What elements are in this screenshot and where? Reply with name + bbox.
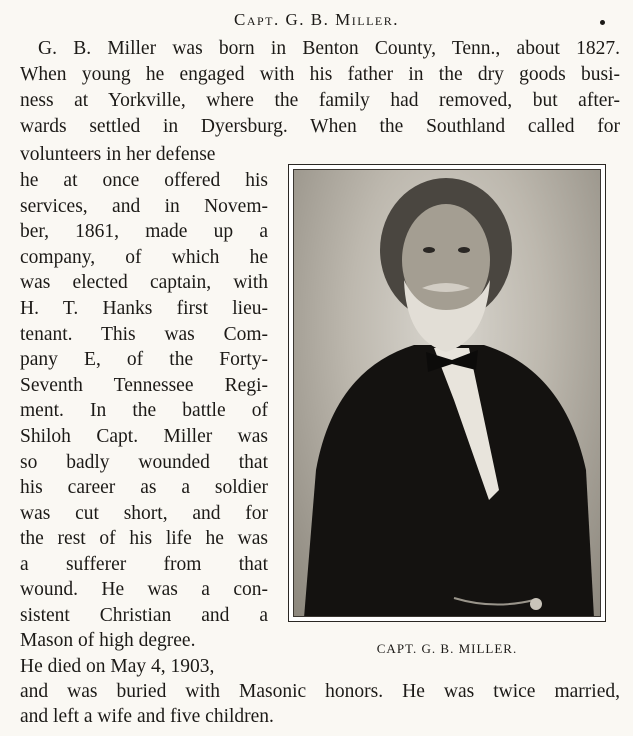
- body-line: Shiloh Capt. Miller was: [20, 426, 268, 447]
- body-line: H. T. Hanks first lieu-: [20, 298, 268, 319]
- body-line: he at once offered his: [20, 170, 268, 191]
- body-line: was elected captain, with: [20, 272, 268, 293]
- ink-speck: [600, 20, 605, 25]
- page-title: Capt. G. B. Miller.: [234, 10, 399, 29]
- body-line: so badly wounded that: [20, 452, 268, 473]
- body-line: pany E, of the Forty-: [20, 349, 268, 370]
- bearded-man-portrait-icon: [294, 170, 601, 617]
- body-line: the rest of his life he was: [20, 528, 268, 549]
- body-line: his career as a soldier: [20, 477, 268, 498]
- body-line: and was buried with Masonic honors. He was twice married,: [20, 681, 620, 702]
- body-line: ber, 1861, made up a: [20, 221, 268, 242]
- body-line: tenant. This was Com-: [20, 324, 268, 345]
- body-line: Mason of high degree.: [20, 630, 196, 651]
- body-line: services, and in Novem-: [20, 196, 268, 217]
- body-line: ment. In the battle of: [20, 400, 268, 421]
- body-line: ness at Yorkville, where the family had removed, but after-: [20, 90, 620, 111]
- portrait-photo: [288, 164, 606, 622]
- body-line: When young he engaged with his father in the dry goods busi-: [20, 64, 620, 85]
- body-line: was cut short, and for: [20, 503, 268, 524]
- body-line: He died on May 4, 1903,: [20, 656, 215, 677]
- portrait-image: [293, 169, 601, 617]
- body-line: volunteers in her defense: [20, 144, 216, 165]
- portrait-caption: CAPT. G. B. MILLER.: [376, 641, 518, 656]
- body-line: wound. He was a con-: [20, 579, 268, 600]
- body-line: company, of which he: [20, 247, 268, 268]
- body-line: G. B. Miller was born in Benton County, Tenn., about 1827.: [38, 38, 620, 59]
- body-line: a sufferer from that: [20, 554, 268, 575]
- body-line: Seventh Tennessee Regi-: [20, 375, 268, 396]
- body-line: wards settled in Dyersburg. When the Southland called for: [20, 116, 620, 137]
- body-line: sistent Christian and a: [20, 605, 268, 626]
- body-line: and left a wife and five children.: [20, 706, 274, 727]
